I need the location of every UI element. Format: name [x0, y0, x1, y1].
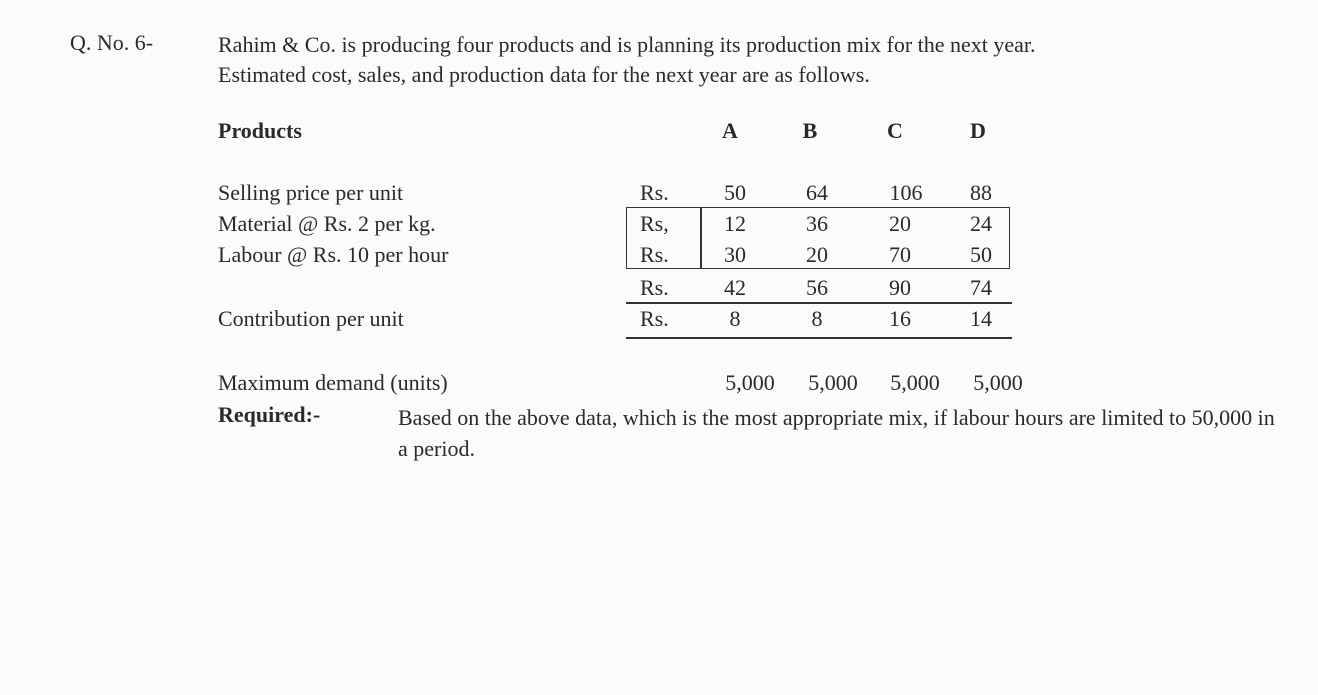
product-c-header: C	[887, 118, 903, 143]
max-demand-cell: 5,000	[808, 370, 858, 395]
value-cell: 8	[729, 306, 741, 331]
box-divider	[700, 207, 702, 269]
currency-cell: Rs.	[640, 306, 669, 331]
value-cell: 36	[806, 211, 828, 236]
currency-cell: Rs,	[640, 211, 669, 236]
value-cell: 106	[889, 180, 923, 205]
value-cell: 8	[811, 306, 823, 331]
currency-cell: Rs.	[640, 180, 669, 205]
value-cell: 20	[806, 242, 828, 267]
value-cell: 30	[724, 242, 746, 267]
required-label: Required:-	[218, 402, 321, 427]
value-cell: 20	[889, 211, 911, 236]
value-cell: 24	[970, 211, 992, 236]
max-demand-cell: 5,000	[890, 370, 940, 395]
intro-line-1: Rahim & Co. is producing four products and is planning its production mix for the next year.	[218, 32, 1036, 57]
value-cell: 56	[806, 275, 828, 300]
value-cell: 14	[970, 306, 992, 331]
intro-line-2: Estimated cost, sales, and production data for the next year are as follows.	[218, 62, 870, 87]
value-cell: 74	[970, 275, 992, 300]
value-cell: 50	[970, 242, 992, 267]
rule-above-contribution	[626, 302, 1012, 304]
value-cell: 70	[889, 242, 911, 267]
product-b-header: B	[802, 118, 818, 143]
required-text: Based on the above data, which is the most appropriate mix, if labour hours are limited to 50,000 in a period.	[398, 405, 1275, 461]
product-a-header: A	[722, 118, 738, 143]
max-demand-cell: 5,000	[973, 370, 1023, 395]
max-demand-cell: 5,000	[725, 370, 775, 395]
products-heading: Products	[218, 118, 302, 143]
value-cell: 12	[724, 211, 746, 236]
value-cell: 90	[889, 275, 911, 300]
value-cell: 88	[970, 180, 992, 205]
row-label-material: Material @ Rs. 2 per kg.	[218, 211, 436, 236]
product-d-header: D	[970, 118, 986, 143]
rule-below-contribution	[626, 337, 1012, 339]
value-cell: 16	[889, 306, 911, 331]
question-number: Q. No. 6-	[70, 30, 154, 55]
max-demand-label: Maximum demand (units)	[218, 370, 448, 395]
row-label-selling-price: Selling price per unit	[218, 180, 404, 205]
row-label-labour: Labour @ Rs. 10 per hour	[218, 242, 449, 267]
row-label-contribution: Contribution per unit	[218, 306, 404, 331]
value-cell: 64	[806, 180, 828, 205]
currency-cell: Rs.	[640, 275, 669, 300]
currency-cell: Rs.	[640, 242, 669, 267]
value-cell: 50	[724, 180, 746, 205]
question-intro	[218, 30, 1036, 90]
value-cell: 42	[724, 275, 746, 300]
